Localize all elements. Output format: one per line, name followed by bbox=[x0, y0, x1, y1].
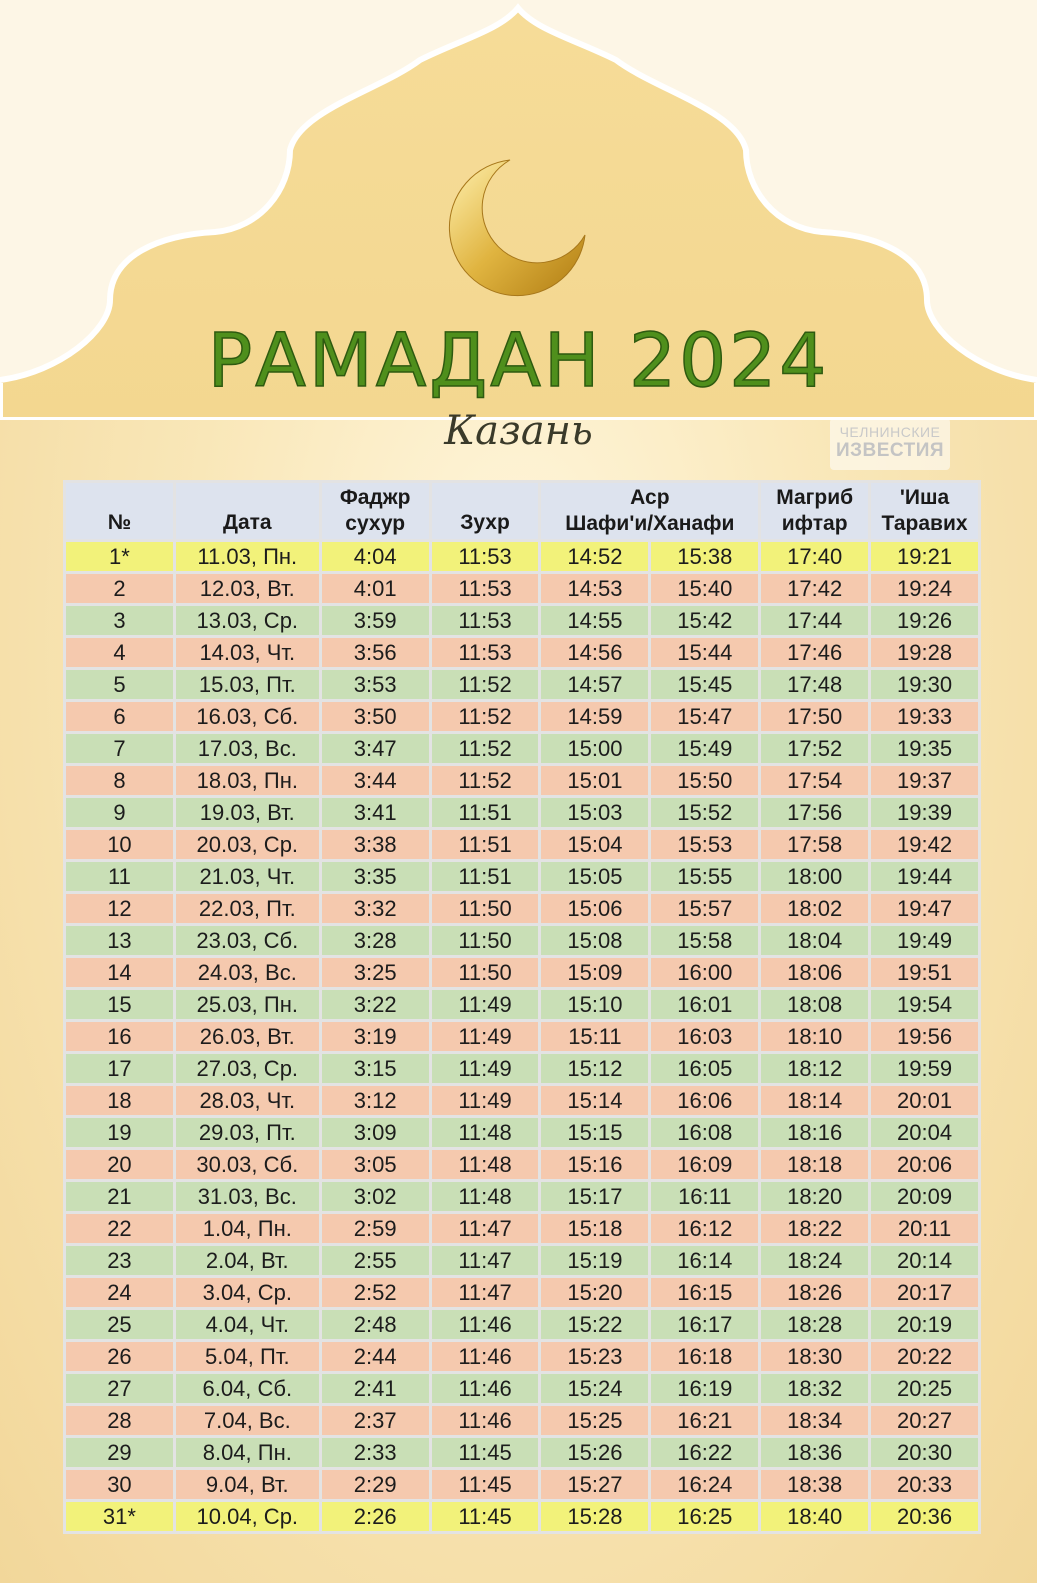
cell-asr-hanafi-time: 15:45 bbox=[651, 670, 758, 699]
cell-fajr-time: 2:44 bbox=[322, 1342, 429, 1371]
cell-date: 6.04, Сб. bbox=[176, 1374, 319, 1403]
cell-isha-time: 20:14 bbox=[871, 1246, 978, 1275]
cell-asr-hanafi-time: 16:12 bbox=[651, 1214, 758, 1243]
table-row bbox=[66, 1182, 978, 1211]
cell-asr-hanafi-time: 16:24 bbox=[651, 1470, 758, 1499]
cell-fajr-time: 3:09 bbox=[322, 1118, 429, 1147]
cell-date: 5.04, Пт. bbox=[176, 1342, 319, 1371]
table-row bbox=[66, 1406, 978, 1435]
cell-asr-hanafi-time: 15:53 bbox=[651, 830, 758, 859]
table-row bbox=[66, 990, 978, 1019]
cell-isha-time: 19:24 bbox=[871, 574, 978, 603]
col-header-num: № bbox=[66, 483, 173, 539]
cell-zuhr-time: 11:47 bbox=[432, 1278, 539, 1307]
cell-date: 2.04, Вт. bbox=[176, 1246, 319, 1275]
cell-date: 9.04, Вт. bbox=[176, 1470, 319, 1499]
cell-maghrib-time: 17:54 bbox=[761, 766, 868, 795]
cell-isha-time: 19:51 bbox=[871, 958, 978, 987]
cell-day-number: 14 bbox=[66, 958, 173, 987]
cell-date: 27.03, Ср. bbox=[176, 1054, 319, 1083]
cell-fajr-time: 3:56 bbox=[322, 638, 429, 667]
cell-fajr-time: 4:01 bbox=[322, 574, 429, 603]
cell-asr-hanafi-time: 16:21 bbox=[651, 1406, 758, 1435]
cell-asr-shafii-time: 15:17 bbox=[541, 1182, 648, 1211]
cell-maghrib-time: 18:30 bbox=[761, 1342, 868, 1371]
cell-isha-time: 20:33 bbox=[871, 1470, 978, 1499]
cell-asr-shafii-time: 15:22 bbox=[541, 1310, 648, 1339]
cell-asr-hanafi-time: 16:25 bbox=[651, 1502, 758, 1531]
cell-fajr-time: 3:28 bbox=[322, 926, 429, 955]
cell-zuhr-time: 11:52 bbox=[432, 766, 539, 795]
cell-asr-hanafi-time: 15:50 bbox=[651, 766, 758, 795]
cell-fajr-time: 3:15 bbox=[322, 1054, 429, 1083]
cell-asr-hanafi-time: 15:58 bbox=[651, 926, 758, 955]
table-row bbox=[66, 894, 978, 923]
cell-asr-shafii-time: 15:26 bbox=[541, 1438, 648, 1467]
cell-isha-time: 19:26 bbox=[871, 606, 978, 635]
cell-zuhr-time: 11:49 bbox=[432, 1054, 539, 1083]
cell-isha-time: 19:42 bbox=[871, 830, 978, 859]
cell-day-number: 19 bbox=[66, 1118, 173, 1147]
cell-asr-shafii-time: 15:10 bbox=[541, 990, 648, 1019]
cell-date: 22.03, Пт. bbox=[176, 894, 319, 923]
table-row bbox=[66, 702, 978, 731]
logo-line1: ЧЕЛНИНСКИЕ bbox=[839, 424, 941, 440]
cell-fajr-time: 2:37 bbox=[322, 1406, 429, 1435]
cell-day-number: 7 bbox=[66, 734, 173, 763]
cell-date: 20.03, Ср. bbox=[176, 830, 319, 859]
cell-fajr-time: 3:47 bbox=[322, 734, 429, 763]
cell-asr-shafii-time: 15:23 bbox=[541, 1342, 648, 1371]
cell-asr-shafii-time: 14:53 bbox=[541, 574, 648, 603]
cell-day-number: 2 bbox=[66, 574, 173, 603]
table-row bbox=[66, 1246, 978, 1275]
cell-maghrib-time: 18:04 bbox=[761, 926, 868, 955]
cell-maghrib-time: 18:32 bbox=[761, 1374, 868, 1403]
cell-zuhr-time: 11:46 bbox=[432, 1374, 539, 1403]
cell-maghrib-time: 18:26 bbox=[761, 1278, 868, 1307]
cell-asr-hanafi-time: 15:52 bbox=[651, 798, 758, 827]
cell-zuhr-time: 11:47 bbox=[432, 1214, 539, 1243]
cell-asr-hanafi-time: 16:22 bbox=[651, 1438, 758, 1467]
cell-date: 18.03, Пн. bbox=[176, 766, 319, 795]
cell-maghrib-time: 18:22 bbox=[761, 1214, 868, 1243]
cell-fajr-time: 3:19 bbox=[322, 1022, 429, 1051]
cell-maghrib-time: 18:36 bbox=[761, 1438, 868, 1467]
table-row bbox=[66, 1054, 978, 1083]
cell-asr-shafii-time: 15:14 bbox=[541, 1086, 648, 1115]
prayer-schedule-table bbox=[63, 480, 981, 1534]
cell-asr-shafii-time: 15:20 bbox=[541, 1278, 648, 1307]
table-row bbox=[66, 766, 978, 795]
cell-fajr-time: 2:33 bbox=[322, 1438, 429, 1467]
table-header-row bbox=[66, 483, 978, 539]
cell-zuhr-time: 11:53 bbox=[432, 574, 539, 603]
cell-date: 11.03, Пн. bbox=[176, 542, 319, 571]
col-header-maghrib: Магриб ифтар bbox=[761, 483, 868, 539]
cell-zuhr-time: 11:48 bbox=[432, 1118, 539, 1147]
cell-fajr-time: 3:35 bbox=[322, 862, 429, 891]
cell-isha-time: 19:59 bbox=[871, 1054, 978, 1083]
col-header-zuhr: Зухр bbox=[432, 483, 539, 539]
cell-date: 23.03, Сб. bbox=[176, 926, 319, 955]
cell-asr-shafii-time: 14:56 bbox=[541, 638, 648, 667]
cell-asr-hanafi-time: 15:38 bbox=[651, 542, 758, 571]
cell-asr-shafii-time: 15:11 bbox=[541, 1022, 648, 1051]
cell-asr-hanafi-time: 16:15 bbox=[651, 1278, 758, 1307]
table-row bbox=[66, 542, 978, 571]
cell-day-number: 28 bbox=[66, 1406, 173, 1435]
cell-fajr-time: 4:04 bbox=[322, 542, 429, 571]
cell-date: 17.03, Вс. bbox=[176, 734, 319, 763]
cell-maghrib-time: 18:20 bbox=[761, 1182, 868, 1211]
cell-zuhr-time: 11:51 bbox=[432, 830, 539, 859]
table-row bbox=[66, 1374, 978, 1403]
cell-date: 21.03, Чт. bbox=[176, 862, 319, 891]
cell-maghrib-time: 18:24 bbox=[761, 1246, 868, 1275]
cell-zuhr-time: 11:48 bbox=[432, 1150, 539, 1179]
cell-asr-shafii-time: 15:25 bbox=[541, 1406, 648, 1435]
cell-asr-hanafi-time: 15:55 bbox=[651, 862, 758, 891]
cell-date: 7.04, Вс. bbox=[176, 1406, 319, 1435]
cell-asr-hanafi-time: 15:49 bbox=[651, 734, 758, 763]
cell-asr-shafii-time: 15:00 bbox=[541, 734, 648, 763]
cell-day-number: 1* bbox=[66, 542, 173, 571]
cell-asr-hanafi-time: 16:08 bbox=[651, 1118, 758, 1147]
cell-day-number: 24 bbox=[66, 1278, 173, 1307]
cell-zuhr-time: 11:50 bbox=[432, 926, 539, 955]
cell-maghrib-time: 18:10 bbox=[761, 1022, 868, 1051]
cell-isha-time: 20:17 bbox=[871, 1278, 978, 1307]
cell-date: 8.04, Пн. bbox=[176, 1438, 319, 1467]
cell-fajr-time: 2:52 bbox=[322, 1278, 429, 1307]
cell-day-number: 30 bbox=[66, 1470, 173, 1499]
cell-day-number: 31* bbox=[66, 1502, 173, 1531]
table-row bbox=[66, 1086, 978, 1115]
col-header-isha: 'Иша Таравих bbox=[871, 483, 978, 539]
cell-date: 12.03, Вт. bbox=[176, 574, 319, 603]
cell-isha-time: 20:25 bbox=[871, 1374, 978, 1403]
cell-maghrib-time: 18:28 bbox=[761, 1310, 868, 1339]
table-row bbox=[66, 1438, 978, 1467]
cell-maghrib-time: 17:46 bbox=[761, 638, 868, 667]
table-row bbox=[66, 1470, 978, 1499]
cell-day-number: 21 bbox=[66, 1182, 173, 1211]
cell-zuhr-time: 11:45 bbox=[432, 1438, 539, 1467]
cell-asr-hanafi-time: 16:06 bbox=[651, 1086, 758, 1115]
cell-day-number: 17 bbox=[66, 1054, 173, 1083]
cell-asr-hanafi-time: 16:18 bbox=[651, 1342, 758, 1371]
cell-asr-shafii-time: 15:04 bbox=[541, 830, 648, 859]
table-row bbox=[66, 1278, 978, 1307]
cell-fajr-time: 3:38 bbox=[322, 830, 429, 859]
cell-asr-shafii-time: 14:57 bbox=[541, 670, 648, 699]
cell-isha-time: 19:44 bbox=[871, 862, 978, 891]
cell-isha-time: 19:56 bbox=[871, 1022, 978, 1051]
cell-date: 3.04, Ср. bbox=[176, 1278, 319, 1307]
cell-isha-time: 20:11 bbox=[871, 1214, 978, 1243]
table-row bbox=[66, 798, 978, 827]
cell-asr-shafii-time: 15:08 bbox=[541, 926, 648, 955]
cell-isha-time: 19:28 bbox=[871, 638, 978, 667]
cell-asr-hanafi-time: 16:11 bbox=[651, 1182, 758, 1211]
cell-maghrib-time: 18:12 bbox=[761, 1054, 868, 1083]
cell-day-number: 5 bbox=[66, 670, 173, 699]
cell-date: 13.03, Ср. bbox=[176, 606, 319, 635]
cell-fajr-time: 2:29 bbox=[322, 1470, 429, 1499]
cell-date: 30.03, Сб. bbox=[176, 1150, 319, 1179]
cell-isha-time: 19:39 bbox=[871, 798, 978, 827]
cell-maghrib-time: 18:02 bbox=[761, 894, 868, 923]
cell-zuhr-time: 11:51 bbox=[432, 798, 539, 827]
cell-maghrib-time: 17:42 bbox=[761, 574, 868, 603]
cell-fajr-time: 2:48 bbox=[322, 1310, 429, 1339]
cell-asr-hanafi-time: 16:14 bbox=[651, 1246, 758, 1275]
cell-date: 14.03, Чт. bbox=[176, 638, 319, 667]
table-row bbox=[66, 1342, 978, 1371]
table-row bbox=[66, 926, 978, 955]
cell-zuhr-time: 11:49 bbox=[432, 1022, 539, 1051]
cell-fajr-time: 3:44 bbox=[322, 766, 429, 795]
cell-asr-hanafi-time: 16:01 bbox=[651, 990, 758, 1019]
cell-fajr-time: 3:53 bbox=[322, 670, 429, 699]
cell-zuhr-time: 11:52 bbox=[432, 670, 539, 699]
cell-asr-hanafi-time: 15:42 bbox=[651, 606, 758, 635]
cell-asr-shafii-time: 15:12 bbox=[541, 1054, 648, 1083]
cell-date: 10.04, Ср. bbox=[176, 1502, 319, 1531]
cell-date: 4.04, Чт. bbox=[176, 1310, 319, 1339]
cell-asr-shafii-time: 14:55 bbox=[541, 606, 648, 635]
cell-maghrib-time: 17:50 bbox=[761, 702, 868, 731]
col-header-date: Дата bbox=[176, 483, 319, 539]
cell-fajr-time: 3:12 bbox=[322, 1086, 429, 1115]
cell-zuhr-time: 11:48 bbox=[432, 1182, 539, 1211]
cell-date: 24.03, Вс. bbox=[176, 958, 319, 987]
cell-zuhr-time: 11:46 bbox=[432, 1406, 539, 1435]
cell-maghrib-time: 18:38 bbox=[761, 1470, 868, 1499]
cell-day-number: 27 bbox=[66, 1374, 173, 1403]
table-row bbox=[66, 830, 978, 859]
cell-isha-time: 19:37 bbox=[871, 766, 978, 795]
cell-maghrib-time: 18:40 bbox=[761, 1502, 868, 1531]
cell-day-number: 13 bbox=[66, 926, 173, 955]
cell-maghrib-time: 17:52 bbox=[761, 734, 868, 763]
cell-day-number: 23 bbox=[66, 1246, 173, 1275]
cell-fajr-time: 3:05 bbox=[322, 1150, 429, 1179]
table-row bbox=[66, 1022, 978, 1051]
cell-asr-hanafi-time: 16:17 bbox=[651, 1310, 758, 1339]
cell-date: 31.03, Вс. bbox=[176, 1182, 319, 1211]
cell-zuhr-time: 11:45 bbox=[432, 1470, 539, 1499]
table-row bbox=[66, 734, 978, 763]
cell-asr-hanafi-time: 16:00 bbox=[651, 958, 758, 987]
cell-date: 15.03, Пт. bbox=[176, 670, 319, 699]
cell-day-number: 16 bbox=[66, 1022, 173, 1051]
cell-zuhr-time: 11:47 bbox=[432, 1246, 539, 1275]
cell-maghrib-time: 17:40 bbox=[761, 542, 868, 571]
cell-asr-hanafi-time: 15:44 bbox=[651, 638, 758, 667]
cell-maghrib-time: 18:34 bbox=[761, 1406, 868, 1435]
cell-day-number: 26 bbox=[66, 1342, 173, 1371]
cell-fajr-time: 2:55 bbox=[322, 1246, 429, 1275]
cell-isha-time: 19:30 bbox=[871, 670, 978, 699]
cell-day-number: 10 bbox=[66, 830, 173, 859]
table-row bbox=[66, 862, 978, 891]
cell-asr-hanafi-time: 16:05 bbox=[651, 1054, 758, 1083]
cell-asr-hanafi-time: 15:40 bbox=[651, 574, 758, 603]
table-row bbox=[66, 958, 978, 987]
cell-fajr-time: 3:02 bbox=[322, 1182, 429, 1211]
cell-isha-time: 20:22 bbox=[871, 1342, 978, 1371]
cell-zuhr-time: 11:52 bbox=[432, 734, 539, 763]
cell-maghrib-time: 17:48 bbox=[761, 670, 868, 699]
cell-date: 28.03, Чт. bbox=[176, 1086, 319, 1115]
cell-fajr-time: 2:26 bbox=[322, 1502, 429, 1531]
logo-line2: ИЗВЕСТИЯ bbox=[835, 440, 945, 461]
cell-zuhr-time: 11:49 bbox=[432, 990, 539, 1019]
cell-asr-hanafi-time: 16:03 bbox=[651, 1022, 758, 1051]
cell-day-number: 12 bbox=[66, 894, 173, 923]
cell-asr-shafii-time: 15:15 bbox=[541, 1118, 648, 1147]
cell-zuhr-time: 11:46 bbox=[432, 1342, 539, 1371]
cell-asr-hanafi-time: 15:47 bbox=[651, 702, 758, 731]
cell-fajr-time: 3:25 bbox=[322, 958, 429, 987]
cell-asr-hanafi-time: 16:19 bbox=[651, 1374, 758, 1403]
cell-asr-shafii-time: 15:09 bbox=[541, 958, 648, 987]
cell-fajr-time: 2:41 bbox=[322, 1374, 429, 1403]
cell-day-number: 11 bbox=[66, 862, 173, 891]
cell-day-number: 9 bbox=[66, 798, 173, 827]
cell-fajr-time: 3:22 bbox=[322, 990, 429, 1019]
cell-zuhr-time: 11:46 bbox=[432, 1310, 539, 1339]
cell-isha-time: 20:09 bbox=[871, 1182, 978, 1211]
table-row bbox=[66, 1502, 978, 1531]
table-row bbox=[66, 1310, 978, 1339]
cell-fajr-time: 3:41 bbox=[322, 798, 429, 827]
cell-zuhr-time: 11:53 bbox=[432, 638, 539, 667]
cell-fajr-time: 3:32 bbox=[322, 894, 429, 923]
cell-day-number: 29 bbox=[66, 1438, 173, 1467]
cell-asr-shafii-time: 15:01 bbox=[541, 766, 648, 795]
cell-isha-time: 20:30 bbox=[871, 1438, 978, 1467]
cell-asr-shafii-time: 15:27 bbox=[541, 1470, 648, 1499]
cell-day-number: 4 bbox=[66, 638, 173, 667]
cell-asr-hanafi-time: 16:09 bbox=[651, 1150, 758, 1179]
cell-asr-shafii-time: 15:05 bbox=[541, 862, 648, 891]
cell-date: 25.03, Пн. bbox=[176, 990, 319, 1019]
cell-isha-time: 20:27 bbox=[871, 1406, 978, 1435]
cell-fajr-time: 3:50 bbox=[322, 702, 429, 731]
cell-asr-shafii-time: 15:19 bbox=[541, 1246, 648, 1275]
table-row bbox=[66, 1214, 978, 1243]
cell-isha-time: 19:47 bbox=[871, 894, 978, 923]
cell-zuhr-time: 11:50 bbox=[432, 894, 539, 923]
cell-maghrib-time: 17:58 bbox=[761, 830, 868, 859]
table-row bbox=[66, 606, 978, 635]
cell-fajr-time: 2:59 bbox=[322, 1214, 429, 1243]
cell-isha-time: 19:35 bbox=[871, 734, 978, 763]
cell-maghrib-time: 18:06 bbox=[761, 958, 868, 987]
cell-isha-time: 20:06 bbox=[871, 1150, 978, 1179]
cell-isha-time: 20:19 bbox=[871, 1310, 978, 1339]
cell-zuhr-time: 11:50 bbox=[432, 958, 539, 987]
col-header-fajr: Фаджр сухур bbox=[322, 483, 429, 539]
cell-asr-hanafi-time: 15:57 bbox=[651, 894, 758, 923]
cell-asr-shafii-time: 15:18 bbox=[541, 1214, 648, 1243]
cell-asr-shafii-time: 15:16 bbox=[541, 1150, 648, 1179]
cell-zuhr-time: 11:51 bbox=[432, 862, 539, 891]
cell-asr-shafii-time: 15:28 bbox=[541, 1502, 648, 1531]
cell-maghrib-time: 18:08 bbox=[761, 990, 868, 1019]
cell-maghrib-time: 18:00 bbox=[761, 862, 868, 891]
cell-isha-time: 20:36 bbox=[871, 1502, 978, 1531]
cell-date: 16.03, Сб. bbox=[176, 702, 319, 731]
cell-day-number: 20 bbox=[66, 1150, 173, 1179]
cell-zuhr-time: 11:52 bbox=[432, 702, 539, 731]
col-header-asr: Аср Шафи'и/Ханафи bbox=[541, 483, 758, 539]
cell-asr-shafii-time: 14:52 bbox=[541, 542, 648, 571]
cell-isha-time: 19:54 bbox=[871, 990, 978, 1019]
table-row bbox=[66, 1118, 978, 1147]
table-row bbox=[66, 670, 978, 699]
cell-asr-shafii-time: 15:24 bbox=[541, 1374, 648, 1403]
cell-isha-time: 19:21 bbox=[871, 542, 978, 571]
cell-asr-shafii-time: 15:03 bbox=[541, 798, 648, 827]
publisher-logo bbox=[830, 418, 950, 470]
cell-zuhr-time: 11:45 bbox=[432, 1502, 539, 1531]
cell-isha-time: 20:01 bbox=[871, 1086, 978, 1115]
cell-maghrib-time: 17:56 bbox=[761, 798, 868, 827]
cell-date: 1.04, Пн. bbox=[176, 1214, 319, 1243]
cell-zuhr-time: 11:53 bbox=[432, 542, 539, 571]
cell-day-number: 15 bbox=[66, 990, 173, 1019]
city-subtitle: Казань bbox=[444, 408, 593, 454]
cell-day-number: 18 bbox=[66, 1086, 173, 1115]
table-row bbox=[66, 574, 978, 603]
cell-isha-time: 19:49 bbox=[871, 926, 978, 955]
cell-maghrib-time: 17:44 bbox=[761, 606, 868, 635]
cell-date: 29.03, Пт. bbox=[176, 1118, 319, 1147]
cell-day-number: 22 bbox=[66, 1214, 173, 1243]
cell-day-number: 6 bbox=[66, 702, 173, 731]
cell-day-number: 25 bbox=[66, 1310, 173, 1339]
cell-zuhr-time: 11:53 bbox=[432, 606, 539, 635]
cell-asr-shafii-time: 14:59 bbox=[541, 702, 648, 731]
cell-day-number: 3 bbox=[66, 606, 173, 635]
cell-maghrib-time: 18:14 bbox=[761, 1086, 868, 1115]
cell-maghrib-time: 18:18 bbox=[761, 1150, 868, 1179]
cell-isha-time: 19:33 bbox=[871, 702, 978, 731]
table-row bbox=[66, 1150, 978, 1179]
cell-fajr-time: 3:59 bbox=[322, 606, 429, 635]
cell-date: 26.03, Вт. bbox=[176, 1022, 319, 1051]
cell-zuhr-time: 11:49 bbox=[432, 1086, 539, 1115]
cell-asr-shafii-time: 15:06 bbox=[541, 894, 648, 923]
cell-maghrib-time: 18:16 bbox=[761, 1118, 868, 1147]
cell-day-number: 8 bbox=[66, 766, 173, 795]
cell-date: 19.03, Вт. bbox=[176, 798, 319, 827]
page-title: РАМАДАН 2024 bbox=[207, 318, 830, 404]
cell-isha-time: 20:04 bbox=[871, 1118, 978, 1147]
table-row bbox=[66, 638, 978, 667]
